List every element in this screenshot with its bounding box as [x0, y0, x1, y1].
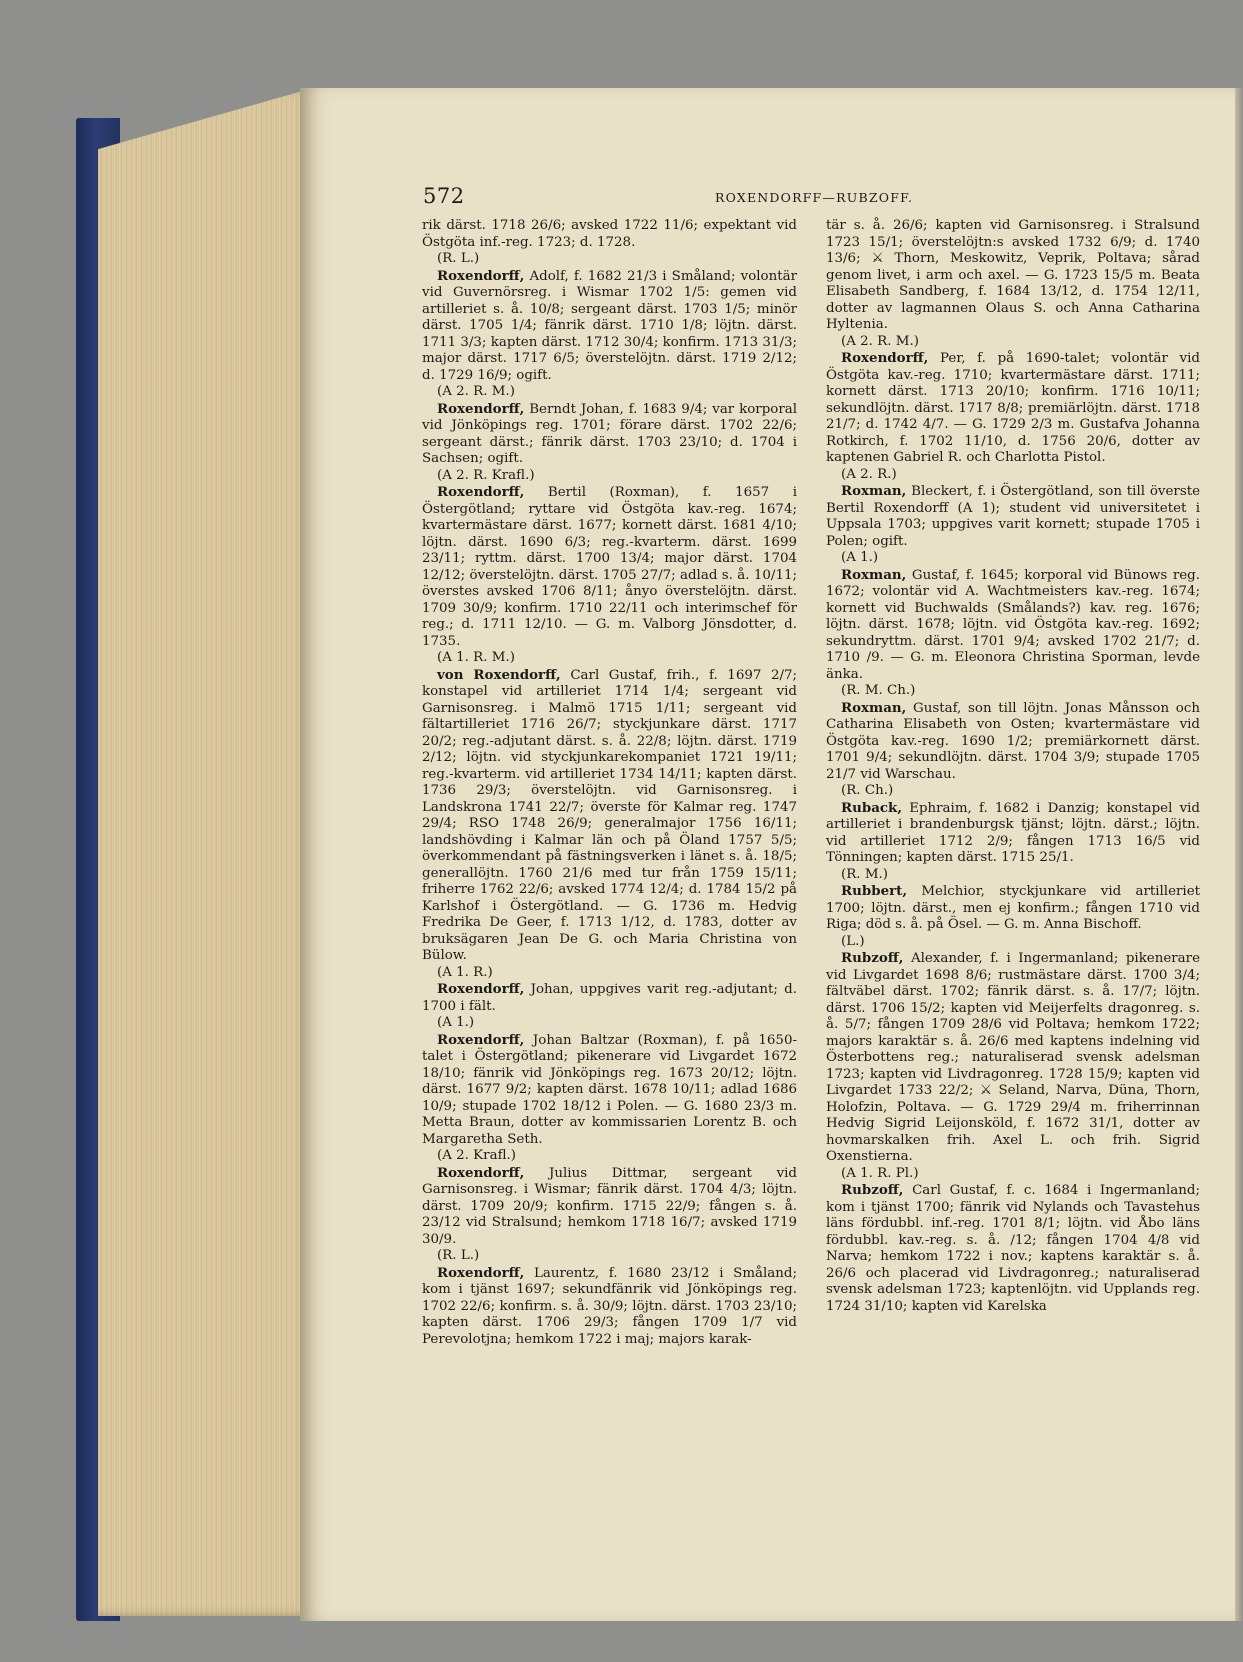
biography-entry — [422, 981, 797, 1015]
entry-reference: (A 2. R. Krafl.) — [437, 467, 535, 483]
entry-text: Johan Baltzar (Roxman), f. på 1650-talet i Östergötland; pikenerare vid Livgardet 1672 18/10; fänrik vid Jönköpings reg. 1673 20/12; löjtn. därst. 1677 9/2; kapten därst. 1678 10/11; adlad 1686 10/9; stupade 1702 18/12 i Polen. — G. 1680 23/3 m. Metta Braun, dotter av kommissarien Lorentz B. och Margaretha Seth. — [422, 1032, 797, 1147]
entry-surname: Roxman, — [841, 483, 907, 499]
entry-reference: (A 2. Krafl.) — [437, 1148, 516, 1163]
entry-reference: (A 1. R.) — [437, 964, 493, 980]
continuation-text: tär s. å. 26/6; kapten vid Garnisonsreg. i Stralsund 1723 15/1; överstelöjtn:s avsked 1732 6/9; d. 1740 13/6; ⚔ Thorn, Meskowitz, Veprik, Poltava; sårad genom livet, i arm och axel. — G. 1723 15/5 m. Beata Elisabeth Sandberg, f. 1684 13/12, d. 1754 12/11, dotter av lagmannen Olaus S. och Anna Catharina Hyltenia. — [826, 218, 1200, 332]
biography-entry — [422, 1165, 797, 1249]
continuation-reference: (A 2. R. M.) — [841, 333, 919, 349]
entry-text: Alexander, f. i Ingermanland; pikenerare vid Livgardet 1698 8/6; rustmästare därst. 1700 3/4; fältväbel därst. 1702; fänrik därst. s. å. 17/7; löjtn. därst. 1706 15/2; kapten vid Meijerfelts dragonreg. s. å. 5/7; fången 1709 28/6 vid Poltava; hemkom 1722; majors karaktär s. å. 26/6 med kaptens indelning vid Österbottens reg.; naturaliserad svensk adelsman 1723; kapten vid Livdragonreg. 1728 15/9; kapten vid Livgardet 1733 22/2; ⚔ Seland, Narva, Düna, Thorn, Holofzin, Poltava. — G. 1729 29/4 m. friherrinnan Hedvig Sigrid Leijonsköld, f. 1672 31/1, dotter av hovmarskalken frih. Axel L. och frih. Sigrid Oxenstierna. — [826, 951, 1200, 1164]
entry-surname: Rubzoff, — [841, 1182, 904, 1198]
biography-entry — [422, 268, 797, 385]
biography-entry — [826, 567, 1200, 684]
biography-entry — [422, 484, 797, 650]
entry-text: Gustaf, f. 1645; korporal vid Bünows reg. 1672; volontär vid A. Wachtmeisters kav.-reg. 1674; kornett vid Buchwalds (Smålands?) kav. reg. 1676; löjtn. därst. 1678; löjtn. vid Östgöta kav.-reg. 1692; sekundryttm. därst. 1701 9/4; avsked 1702 21/7; d. 1710 /9. — G. m. Eleonora Christina Sporman, levde änka. — [826, 567, 1200, 682]
entry-surname: Roxman, — [841, 566, 907, 583]
biography-entry — [422, 667, 797, 965]
right-column — [826, 218, 1200, 1315]
entry-reference: (A 1. R. Pl.) — [841, 1165, 919, 1181]
entry-surname: Roxman, — [841, 699, 907, 716]
left-entries — [422, 268, 797, 1349]
entry-surname: Roxendorff, — [437, 981, 525, 997]
entry-text: Per, f. på 1690-talet; volontär vid Östgöta kav.-reg. 1710; kvartermästare därst. 1711; kornett därst. 1713 20/10; konfirm. 1716 10/11; sekundlöjtn. därst. 1717 8/8; premiärlöjtn. därst. 1718 21/7; d. 1742 4/7. — G. 1729 2/3 m. Gustafva Johanna Rotkirch, f. 1702 11/10, d. 1756 20/6, dotter av kaptenen Gabriel R. och Charlotta Pistol. — [826, 351, 1200, 465]
entry-surname: Rubzoff, — [841, 950, 904, 966]
entry-surname: Roxendorff, — [437, 1164, 525, 1181]
left-column — [422, 218, 797, 1348]
entry-reference: (R. L.) — [437, 1248, 480, 1263]
entry-reference: (A 1. R. M.) — [437, 650, 515, 665]
entry-surname: Roxendorff, — [437, 1264, 525, 1281]
page-number: 572 — [423, 184, 465, 208]
entry-surname: Roxendorff, — [437, 1031, 525, 1048]
page-edges — [98, 88, 313, 1616]
entry-reference: (A 2. R.) — [841, 466, 897, 482]
entry-text: Bleckert, f. i Östergötland, son till överste Bertil Roxendorff (A 1); student vid universitetet i Uppsala 1703; uppgives varit kornett; stupade 1705 i Polen; ogift. — [826, 484, 1200, 549]
entry-text: Laurentz, f. 1680 23/12 i Småland; kom i tjänst 1697; sekundfänrik vid Jönköpings reg. 1702 22/6; konfirm. s. å. 30/9; löjtn. därst. 1703 23/10; kapten därst. 1706 29/3; fången 1709 1/7 vid Perevolotjna; hemkom 1722 i maj; majors karak- — [422, 1265, 797, 1347]
book-page — [300, 88, 1243, 1621]
entry-surname: von Roxendorff, — [437, 666, 561, 683]
running-head: ROXENDORFF—RUBZOFF. — [715, 190, 914, 205]
entry-surname: Roxendorff, — [437, 267, 525, 284]
next-page-edge — [1235, 88, 1243, 1621]
entry-surname: Roxendorff, — [437, 484, 525, 500]
entry-text: Melchior, styckjunkare vid artilleriet 1700; löjtn. därst., men ej konfirm.; fången 1710 vid Riga; död s. å. på Ösel. — G. m. Anna Bischoff. — [826, 884, 1201, 932]
entry-surname: Roxendorff, — [841, 350, 929, 366]
biography-entry — [826, 483, 1200, 550]
entry-text: Berndt Johan, f. 1683 9/4; var korporal vid Jönköpings reg. 1701; förare därst. 1702 22/6; sergeant därst.; fänrik därst. 1703 23/10; d. 1704 i Sachsen; ogift. — [422, 401, 797, 466]
entry-surname: Rubbert, — [841, 883, 908, 899]
biography-entry — [826, 350, 1200, 467]
entry-text: Bertil (Roxman), f. 1657 i Östergötland; ryttare vid Östgöta kav.-reg. 1674; kvartermästare därst. 1677; kornett därst. 1681 4/10; löjtn. därst. 1690 6/3; reg.-kvarterm. därst. 1699 23/11; ryttm. därst. 1700 13/4; major därst. 1704 12/12; överstelöjtn. därst. 1705 27/7; adlad s. å. 10/11; överstes avsked 1706 8/11; ånyo överstelöjtn. därst. 1709 30/9; konfirm. 1710 22/11 och interimschef för reg.; d. 1711 12/10. — G. m. Valborg Jönsdotter, d. 1735. — [422, 485, 797, 649]
continuation-reference: (R. L.) — [437, 251, 480, 266]
entry-surname: Roxendorff, — [437, 400, 525, 417]
biography-entry — [826, 883, 1200, 934]
entry-text: Ephraim, f. 1682 i Danzig; konstapel vid artilleriet i brandenburgsk tjänst; löjtn. därst.; löjtn. vid artilleriet 1712 2/9; fången 1713 16/5 vid Tönningen; kapten därst. 1715 25/1. — [826, 800, 1200, 865]
entry-reference: (R. M.) — [841, 866, 889, 882]
page-header — [423, 184, 1143, 212]
entry-text: Carl Gustaf, f. c. 1684 i Ingermanland; kom i tjänst 1700; fänrik vid Nylands och Tavastehus läns fördubbl. inf.-reg. 1701 8/1; löjtn. vid Åbo läns fördubbl. kav.-reg. s. å. /12; fången 1704 4/8 vid Narva; hemkom 1722 i nov.; kaptens karaktär s. å. 26/6 och placerad vid Livdragonreg.; naturaliserad svensk adelsman 1723; kaptenlöjtn. vid Upplands reg. 1724 31/10; kapten vid Karelska — [826, 1183, 1200, 1314]
entry-reference: (A 1.) — [437, 1015, 475, 1030]
biography-entry — [826, 700, 1200, 784]
entry-text: Julius Dittmar, sergeant vid Garnisonsreg. i Wismar; fänrik därst. 1704 4/3; löjtn. därst. 1709 20/9; konfirm. 1715 22/9; fången s. å. 23/12 vid Stralsund; hemkom 1718 16/7; avsked 1719 30/9. — [422, 1165, 797, 1247]
biography-entry — [422, 1265, 797, 1349]
entry-reference: (R. Ch.) — [841, 783, 894, 798]
entry-text: Johan, uppgives varit reg.-adjutant; d. 1700 i fält. — [422, 982, 797, 1014]
biography-entry — [422, 401, 797, 468]
continuation-text: rik därst. 1718 26/6; avsked 1722 11/6; expektant vid Östgöta inf.-reg. 1723; d. 1728. — [422, 218, 797, 250]
entry-text: Carl Gustaf, frih., f. 1697 2/7; konstapel vid artilleriet 1714 1/4; sergeant vid Garnisonsreg. i Malmö 1715 1/11; sergeant vid fältartilleriet 1716 26/7; styckjunkare därst. 1717 20/2; reg.-adjutant därst. s. å. 22/8; löjtn. därst. 1719 2/12; löjtn. vid styckjunkarekompaniet 1721 19/11; reg.-kvarterm. vid artilleriet 1734 14/11; kapten därst. 1736 29/3; överstelöjtn. vid Garnisonsreg. i Landskrona 1741 22/7; överste för Kalmar reg. 1747 29/4; RSO 1748 26/9; generalmajor 1756 16/11; landshövding i Kalmar län och på Öland 1757 5/5; överkommendant på fästningsverken i länet s. å. 18/5; generallöjtn. 1760 21/6 med tur från 1759 15/11; friherre 1762 22/6; avsked 1774 12/4; d. 1784 15/2 på Karlshof i Östergötland. — G. 1736 m. Hedvig Fredrika De Geer, f. 1713 1/12, d. 1783, dotter av bruksägaren Jean De G. och Maria Christina von Bülow. — [422, 667, 798, 963]
entry-text: Adolf, f. 1682 21/3 i Småland; volontär vid Guvernörsreg. i Wismar 1702 1/5: gemen vid artilleriet s. å. 10/8; sergeant därst. 1703 1/5; minör därst. 1705 1/4; fänrik därst. 1710 1/8; löjtn. därst. 1711 3/3; kapten därst. 1712 30/4; konfirm. 1713 31/3; major därst. 1717 6/5; överstelöjtn. därst. 1719 2/12; d. 1729 16/9; ogift. — [422, 268, 798, 383]
biography-entry — [826, 950, 1200, 1166]
entry-reference: (A 2. R. M.) — [437, 384, 515, 399]
right-entries — [826, 350, 1200, 1315]
biography-entry — [422, 1032, 797, 1149]
entry-reference: (L.) — [841, 933, 865, 949]
entry-reference: (R. M. Ch.) — [841, 683, 916, 698]
entry-surname: Ruback, — [841, 799, 902, 816]
biography-entry — [826, 1182, 1200, 1315]
entry-reference: (A 1.) — [841, 550, 879, 565]
entry-text: Gustaf, son till löjtn. Jonas Månsson och Catharina Elisabeth von Osten; kvartermästare vid Östgöta kav.-reg. 1690 1/2; premiärkornett därst. 1701 9/4; sekundlöjtn. därst. 1704 3/9; stupade 1705 21/7 vid Warschau. — [826, 700, 1200, 782]
biography-entry — [826, 800, 1200, 867]
